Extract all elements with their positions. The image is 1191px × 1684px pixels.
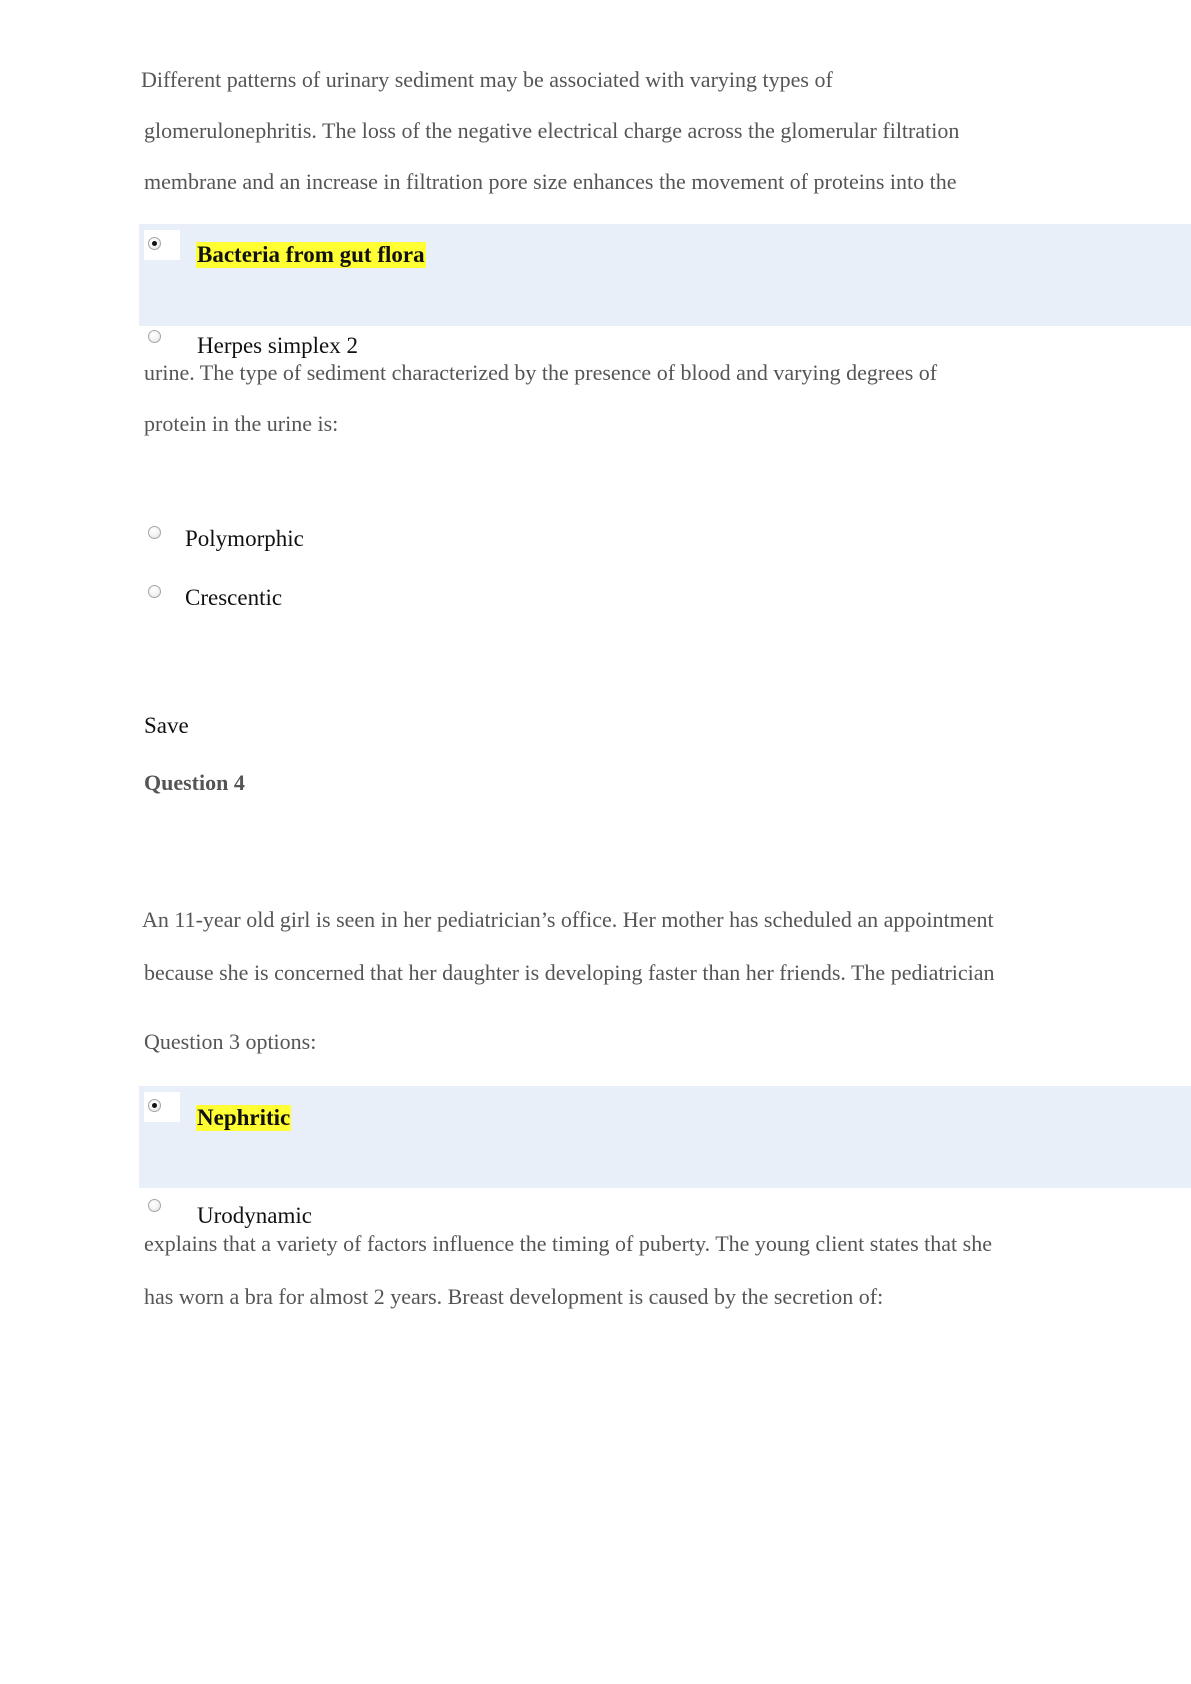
radio-herpes-simplex[interactable] — [148, 330, 161, 343]
option-nephritic[interactable]: Nephritic — [197, 1105, 291, 1130]
option-herpes-simplex-2[interactable]: Herpes simplex 2 — [197, 333, 358, 358]
radio-crescentic[interactable] — [148, 585, 161, 598]
option-urodynamic[interactable]: Urodynamic — [197, 1203, 312, 1228]
paragraph-3-line-2: because she is concerned that her daughter is developing faster than her friends. The pediatrician — [144, 960, 995, 985]
paragraph-4-line-1: explains that a variety of factors influence the timing of puberty. The young client states that she — [144, 1231, 992, 1256]
paragraph-3-line-1: An 11-year old girl is seen in her pediatrician’s office. Her mother has scheduled an appointment — [142, 907, 994, 932]
radio-polymorphic[interactable] — [148, 526, 161, 539]
option-bacteria-from-gut-flora[interactable]: Bacteria from gut flora — [197, 242, 425, 267]
paragraph-1-line-3: membrane and an increase in filtration pore size enhances the movement of proteins into the — [144, 169, 957, 194]
radio-urodynamic[interactable] — [148, 1199, 161, 1212]
option-crescentic[interactable]: Crescentic — [185, 585, 283, 610]
paragraph-2-line-1: urine. The type of sediment characterized by the presence of blood and varying degrees of — [144, 360, 938, 385]
paragraph-4-line-2: has worn a bra for almost 2 years. Breast development is caused by the secretion of: — [144, 1284, 884, 1309]
paragraph-2-line-2: protein in the urine is: — [144, 411, 339, 436]
radio-selected-nephritic[interactable] — [148, 1099, 161, 1112]
radio-selected-bacteria[interactable] — [148, 237, 161, 250]
question-3-options-label: Question 3 options: — [144, 1029, 317, 1054]
paragraph-1-line-1: Different patterns of urinary sediment may be associated with varying types of — [141, 67, 833, 92]
selected-option-band — [139, 224, 1191, 326]
save-button[interactable]: Save — [144, 713, 189, 738]
paragraph-1-line-2: glomerulonephritis. The loss of the negative electrical charge across the glomerular filtration — [144, 118, 960, 143]
option-polymorphic[interactable]: Polymorphic — [185, 526, 304, 551]
selected-option-band — [139, 1086, 1191, 1188]
question-4-heading: Question 4 — [144, 770, 245, 795]
